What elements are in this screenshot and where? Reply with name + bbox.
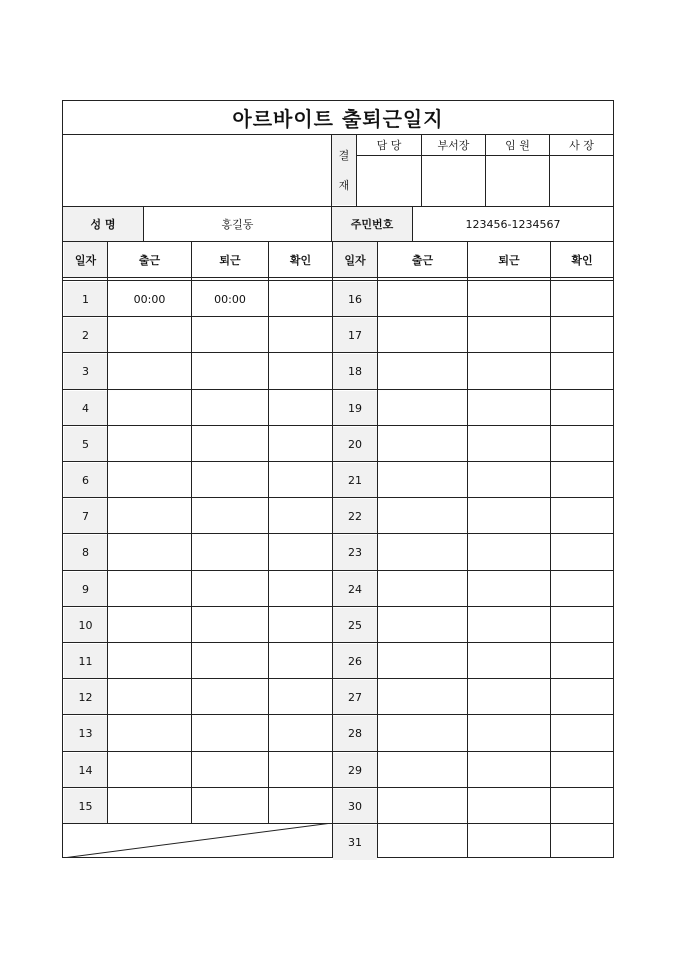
day-number: 14 xyxy=(64,753,107,788)
in-cell[interactable] xyxy=(108,608,191,643)
check-cell[interactable] xyxy=(269,463,332,498)
out-cell[interactable] xyxy=(468,644,550,679)
day-number: 10 xyxy=(64,608,107,643)
check-cell[interactable] xyxy=(551,427,613,462)
check-cell[interactable] xyxy=(269,753,332,788)
in-cell[interactable] xyxy=(108,499,191,534)
timesheet-document xyxy=(62,100,614,858)
id-number-label: 주민번호 xyxy=(332,207,412,241)
out-cell[interactable] xyxy=(468,463,550,498)
in-cell[interactable]: 00:00 xyxy=(133,293,166,307)
check-cell[interactable] xyxy=(551,680,613,715)
out-cell[interactable] xyxy=(192,463,268,498)
day-number: 1 xyxy=(64,282,107,317)
approval-col-president: 사 장 xyxy=(569,139,594,152)
out-cell[interactable] xyxy=(468,716,550,751)
check-cell[interactable] xyxy=(551,753,613,788)
out-cell[interactable] xyxy=(192,354,268,389)
signature-box-executive[interactable] xyxy=(486,156,549,205)
in-cell[interactable] xyxy=(378,535,467,570)
day-number: 25 xyxy=(333,608,377,643)
day-number: 3 xyxy=(64,354,107,389)
out-cell[interactable] xyxy=(468,354,550,389)
out-cell[interactable] xyxy=(468,680,550,715)
out-cell[interactable] xyxy=(468,608,550,643)
in-cell[interactable] xyxy=(378,354,467,389)
day-number: 12 xyxy=(64,680,107,715)
approval-col-executive: 임 원 xyxy=(505,139,530,152)
in-cell[interactable] xyxy=(108,463,191,498)
in-cell[interactable] xyxy=(378,463,467,498)
out-cell[interactable] xyxy=(192,427,268,462)
day-number: 8 xyxy=(64,535,107,570)
check-cell[interactable] xyxy=(551,644,613,679)
check-cell[interactable] xyxy=(269,354,332,389)
day-number: 21 xyxy=(333,463,377,498)
day-number: 17 xyxy=(333,318,377,353)
check-cell[interactable] xyxy=(269,789,332,824)
in-cell[interactable] xyxy=(108,427,191,462)
check-cell[interactable] xyxy=(551,463,613,498)
day-number: 28 xyxy=(333,716,377,751)
check-cell[interactable] xyxy=(551,354,613,389)
check-cell[interactable] xyxy=(551,608,613,643)
in-cell[interactable] xyxy=(378,680,467,715)
approval-col-dept-head: 부서장 xyxy=(437,139,470,152)
day-number: 7 xyxy=(64,499,107,534)
day-number: 19 xyxy=(333,391,377,426)
out-cell[interactable] xyxy=(468,535,550,570)
in-cell[interactable] xyxy=(108,753,191,788)
in-cell[interactable] xyxy=(378,825,467,860)
day-number: 22 xyxy=(333,499,377,534)
in-cell[interactable] xyxy=(108,391,191,426)
check-cell[interactable] xyxy=(269,608,332,643)
check-cell[interactable] xyxy=(269,680,332,715)
out-cell[interactable] xyxy=(468,789,550,824)
in-cell[interactable] xyxy=(378,789,467,824)
out-cell[interactable] xyxy=(192,789,268,824)
day-number: 30 xyxy=(333,789,377,824)
day-number: 5 xyxy=(64,427,107,462)
check-cell[interactable] xyxy=(269,716,332,751)
left-header-out: 퇴근 xyxy=(219,253,241,267)
out-cell[interactable] xyxy=(468,753,550,788)
id-number-value[interactable]: 123456-1234567 xyxy=(465,217,561,231)
in-cell[interactable] xyxy=(108,716,191,751)
approval-label-bottom: 재 xyxy=(338,179,350,192)
out-cell[interactable] xyxy=(192,318,268,353)
in-cell[interactable] xyxy=(108,789,191,824)
check-cell[interactable] xyxy=(269,427,332,462)
day-number: 20 xyxy=(333,427,377,462)
out-cell[interactable] xyxy=(468,318,550,353)
out-cell[interactable] xyxy=(468,572,550,607)
out-cell[interactable] xyxy=(192,499,268,534)
day-number: 27 xyxy=(333,680,377,715)
left-header-day: 일자 xyxy=(64,242,107,277)
out-cell[interactable] xyxy=(468,391,550,426)
approval-label-top: 결 xyxy=(338,149,350,162)
day-number: 29 xyxy=(333,753,377,788)
day-number: 13 xyxy=(64,716,107,751)
in-cell[interactable] xyxy=(378,427,467,462)
in-cell[interactable] xyxy=(378,282,467,317)
check-cell[interactable] xyxy=(269,318,332,353)
approval-label xyxy=(332,135,356,205)
in-cell[interactable] xyxy=(108,318,191,353)
out-cell[interactable] xyxy=(192,644,268,679)
day-number: 9 xyxy=(64,572,107,607)
diagonal-strike xyxy=(63,823,332,858)
check-cell[interactable] xyxy=(551,572,613,607)
in-cell[interactable] xyxy=(108,644,191,679)
check-cell[interactable] xyxy=(269,572,332,607)
day-number: 23 xyxy=(333,535,377,570)
day-number: 24 xyxy=(333,572,377,607)
day-number: 11 xyxy=(64,644,107,679)
in-cell[interactable] xyxy=(108,572,191,607)
in-cell[interactable] xyxy=(378,318,467,353)
check-cell[interactable] xyxy=(551,318,613,353)
name-label: 성 명 xyxy=(63,207,143,241)
check-cell[interactable] xyxy=(551,716,613,751)
check-cell[interactable] xyxy=(551,499,613,534)
check-cell[interactable] xyxy=(551,391,613,426)
check-cell[interactable] xyxy=(269,282,332,317)
in-cell[interactable] xyxy=(108,354,191,389)
out-cell[interactable] xyxy=(192,753,268,788)
out-cell[interactable] xyxy=(192,535,268,570)
signature-box-staff[interactable] xyxy=(357,156,421,205)
in-cell[interactable] xyxy=(378,572,467,607)
out-cell[interactable] xyxy=(468,499,550,534)
out-cell[interactable] xyxy=(192,608,268,643)
out-cell[interactable] xyxy=(192,391,268,426)
right-header-in: 출근 xyxy=(411,253,434,267)
day-number: 15 xyxy=(64,789,107,824)
check-cell[interactable] xyxy=(269,644,332,679)
page-title: 아르바이트 출퇴근일지 xyxy=(232,107,444,131)
in-cell[interactable] xyxy=(378,608,467,643)
out-cell[interactable] xyxy=(192,716,268,751)
right-header-day: 일자 xyxy=(333,242,377,277)
day-number: 31 xyxy=(333,825,377,860)
in-cell[interactable] xyxy=(378,391,467,426)
check-cell[interactable] xyxy=(269,391,332,426)
approval-col-staff: 담 당 xyxy=(376,139,402,152)
in-cell[interactable] xyxy=(378,499,467,534)
in-cell[interactable] xyxy=(378,753,467,788)
in-cell[interactable] xyxy=(378,644,467,679)
day-number: 2 xyxy=(64,318,107,353)
day-number: 6 xyxy=(64,463,107,498)
right-header-check: 확인 xyxy=(571,253,593,267)
out-cell[interactable] xyxy=(468,282,550,317)
out-cell[interactable] xyxy=(192,572,268,607)
signature-box-president[interactable] xyxy=(550,156,613,205)
day-number: 4 xyxy=(64,391,107,426)
right-header-out: 퇴근 xyxy=(498,253,520,267)
out-cell[interactable] xyxy=(468,825,550,860)
day-number: 18 xyxy=(333,354,377,389)
in-cell[interactable] xyxy=(108,680,191,715)
day-number: 26 xyxy=(333,644,377,679)
out-cell[interactable] xyxy=(192,680,268,715)
in-cell[interactable] xyxy=(378,716,467,751)
out-cell[interactable]: 00:00 xyxy=(214,293,246,307)
check-cell[interactable] xyxy=(551,535,613,570)
left-header-check: 확인 xyxy=(289,253,312,267)
signature-box-dept-head[interactable] xyxy=(422,156,485,205)
check-cell[interactable] xyxy=(269,499,332,534)
out-cell[interactable] xyxy=(468,427,550,462)
in-cell[interactable] xyxy=(108,535,191,570)
day-number: 16 xyxy=(333,282,377,317)
check-cell[interactable] xyxy=(551,825,613,860)
name-value[interactable]: 홍길동 xyxy=(221,218,254,231)
check-cell[interactable] xyxy=(551,282,613,317)
check-cell[interactable] xyxy=(551,789,613,824)
check-cell[interactable] xyxy=(269,535,332,570)
left-header-in: 출근 xyxy=(138,253,161,267)
